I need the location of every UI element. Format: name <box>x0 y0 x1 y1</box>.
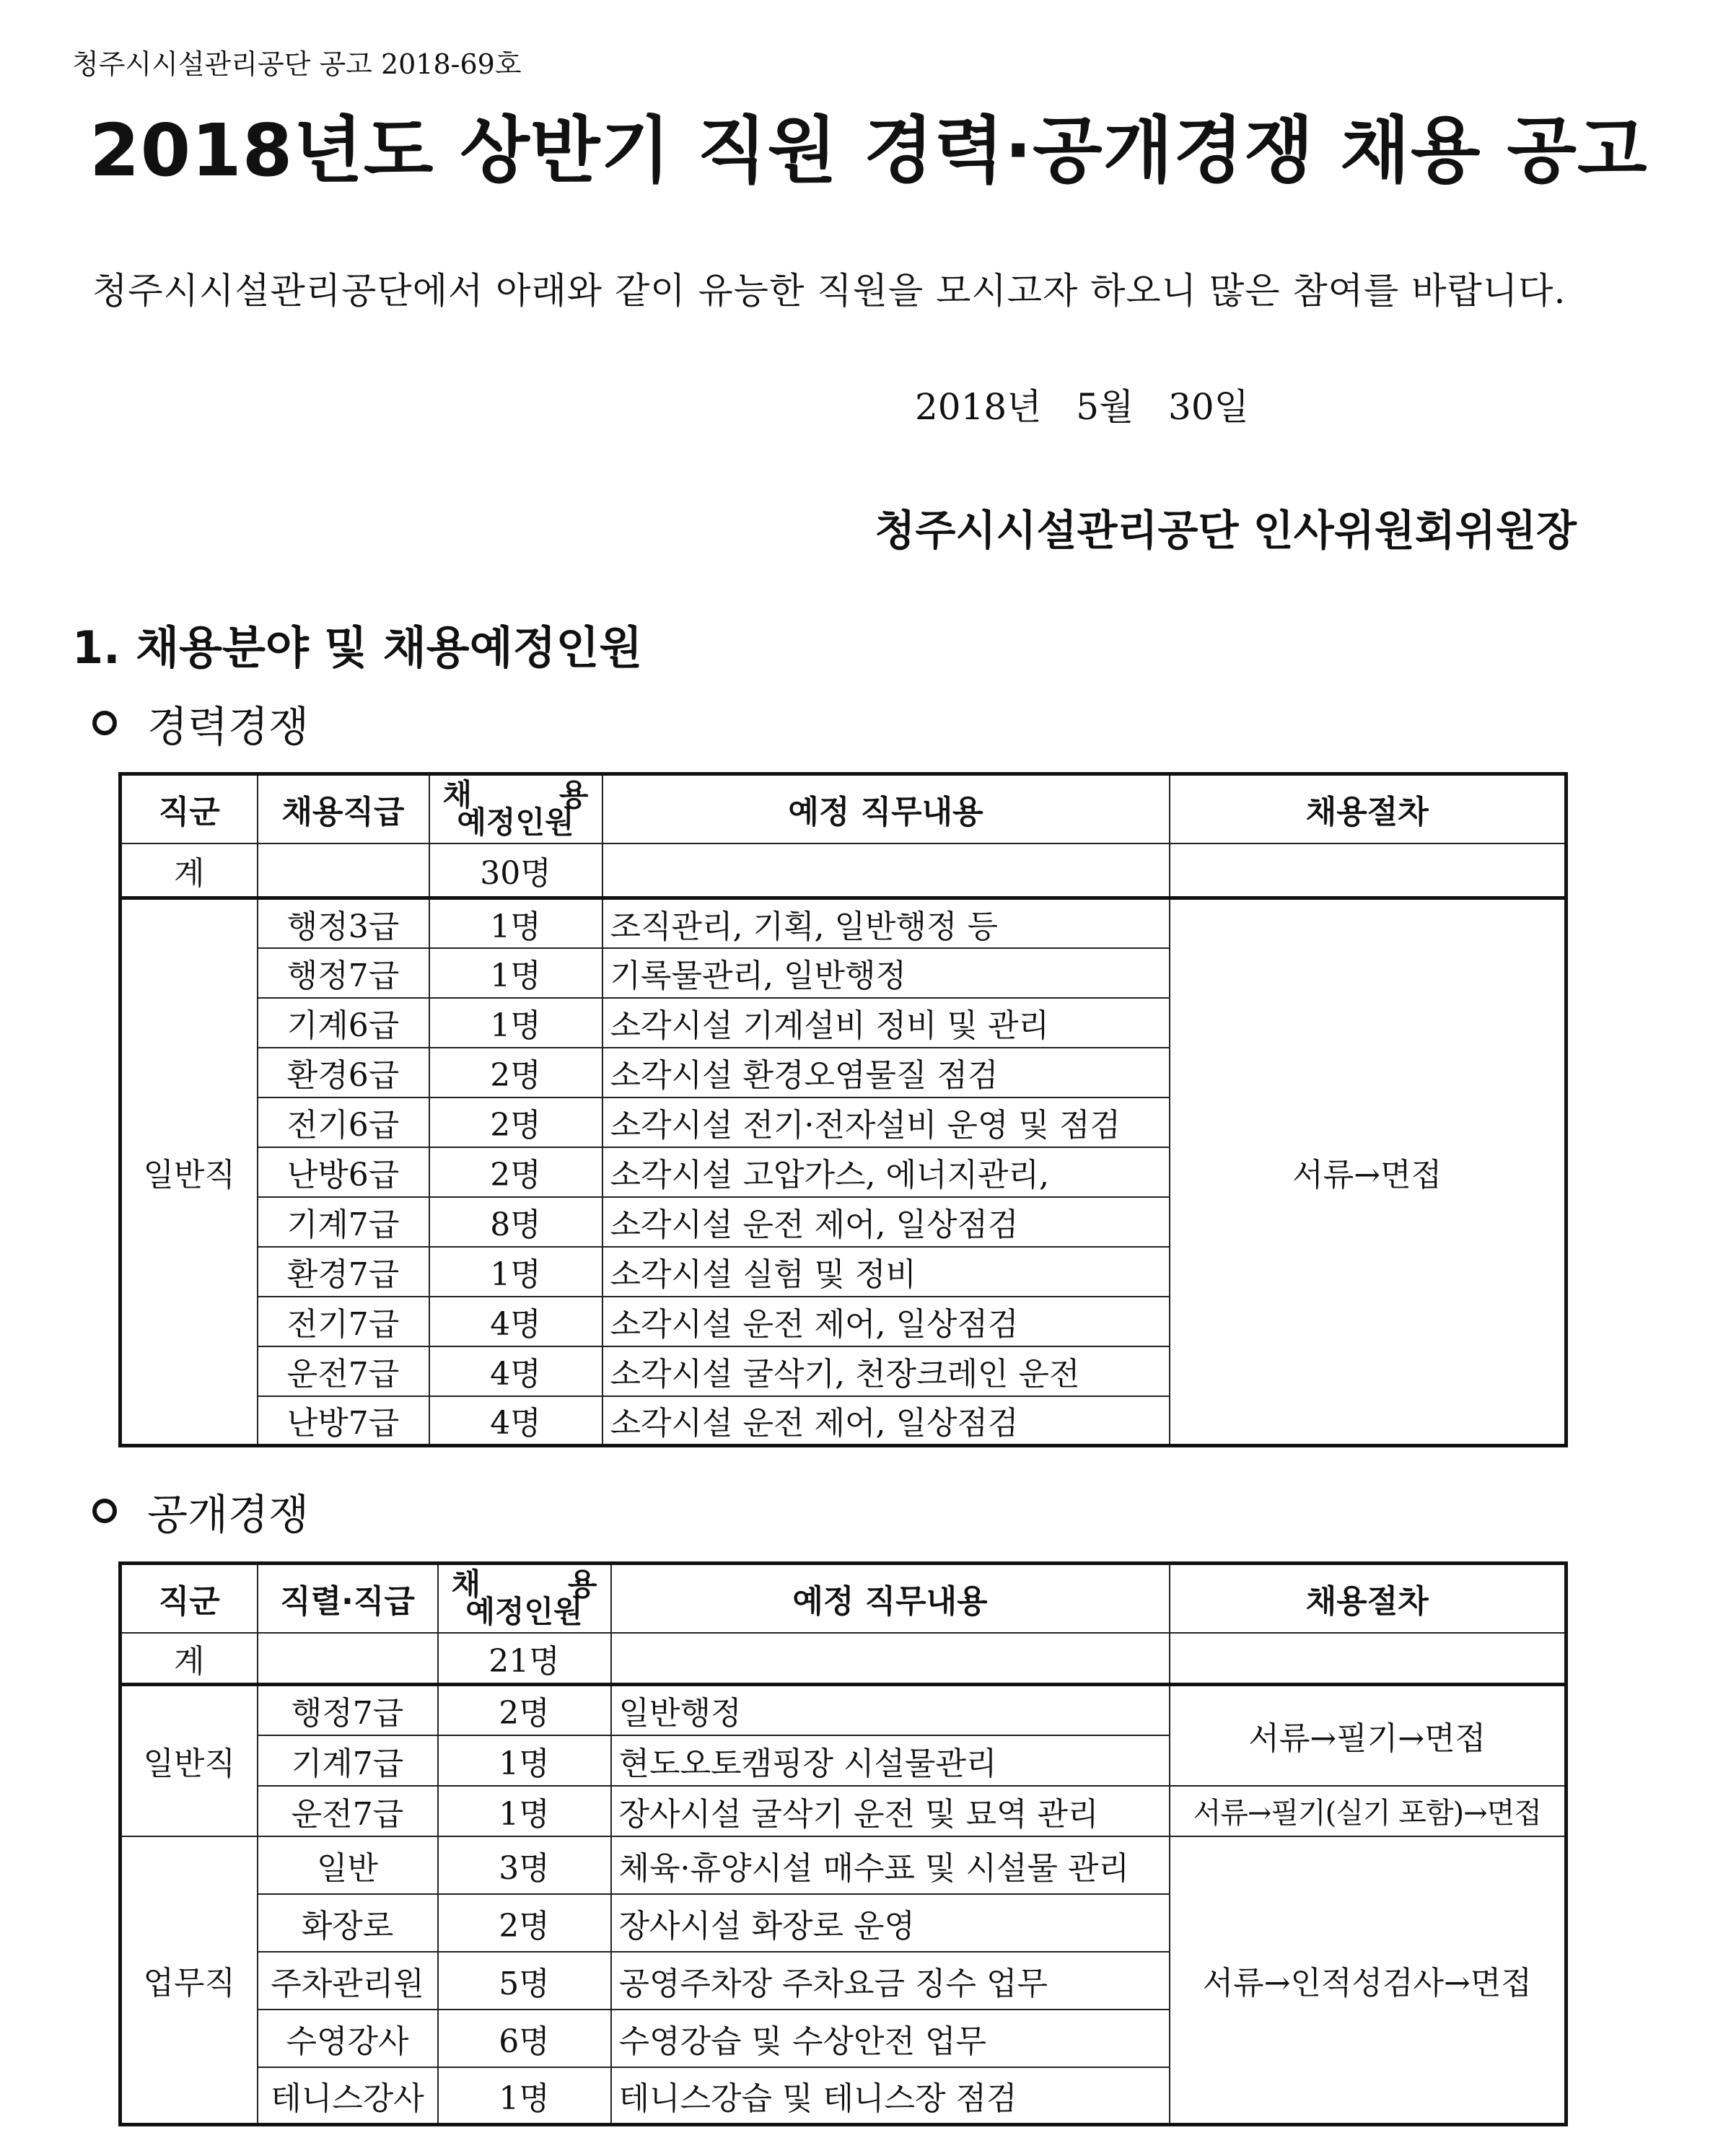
group-name: 일반직 <box>120 898 258 1446</box>
grade-cell: 화장로 <box>258 1894 438 1952</box>
section-heading: 1. 채용분야 및 채용예정인원 <box>72 621 643 674</box>
grade-cell: 기계7급 <box>258 1735 438 1786</box>
table-row <box>120 1836 1566 1894</box>
grade-cell: 일반 <box>258 1836 438 1894</box>
count-cell: 3명 <box>438 1836 611 1894</box>
header-duties: 예정 직무내용 <box>611 1564 1170 1633</box>
count-cell: 1명 <box>438 2067 611 2125</box>
career-recruitment-table <box>118 772 1568 1447</box>
count-cell: 2명 <box>429 1147 602 1197</box>
header-count-top-left: 채 <box>451 1566 481 1603</box>
header-count <box>438 1564 611 1633</box>
grade-cell: 환경7급 <box>258 1247 429 1297</box>
header-count <box>429 774 602 843</box>
total-grade-empty <box>258 843 429 898</box>
total-duties-empty <box>602 843 1170 898</box>
duties-cell: 수영강습 및 수상안전 업무 <box>611 2010 1170 2067</box>
count-cell: 1명 <box>429 1247 602 1297</box>
open-subheading-label: 공개경쟁 <box>147 1490 310 1539</box>
total-label: 계 <box>120 843 258 898</box>
document-title: 2018년도 상반기 직원 경력·공개경쟁 채용 공고 <box>89 108 1648 193</box>
grade-cell: 행정7급 <box>258 948 429 998</box>
duties-cell: 테니스강습 및 테니스장 점검 <box>611 2067 1170 2125</box>
procedure-cell: 서류→필기(실기 포함)→면접 <box>1170 1786 1566 1836</box>
count-cell: 1명 <box>429 898 602 948</box>
count-cell: 1명 <box>429 998 602 1048</box>
career-subheading <box>92 693 309 753</box>
total-row <box>120 843 1566 898</box>
table-row <box>120 1685 1566 1735</box>
header-duties: 예정 직무내용 <box>602 774 1170 843</box>
grade-cell: 난방7급 <box>258 1396 429 1446</box>
duties-cell: 소각시설 운전 제어, 일상점검 <box>602 1297 1170 1346</box>
duties-cell: 소각시설 굴삭기, 천장크레인 운전 <box>602 1346 1170 1396</box>
total-grade-empty <box>258 1633 438 1685</box>
duties-cell: 소각시설 기계설비 정비 및 관리 <box>602 998 1170 1048</box>
total-count: 21명 <box>438 1633 611 1685</box>
duties-cell: 공영주차장 주차요금 징수 업무 <box>611 1952 1170 2010</box>
count-cell: 2명 <box>438 1894 611 1952</box>
duties-cell: 장사시설 굴삭기 운전 및 묘역 관리 <box>611 1786 1170 1836</box>
grade-cell: 기계7급 <box>258 1197 429 1247</box>
duties-cell: 소각시설 고압가스, 에너지관리, <box>602 1147 1170 1197</box>
duties-cell: 소각시설 전기·전자설비 운영 및 점검 <box>602 1097 1170 1147</box>
grade-cell: 운전7급 <box>258 1346 429 1396</box>
circle-bullet-icon <box>92 711 117 735</box>
count-cell: 2명 <box>438 1685 611 1735</box>
header-grade: 직렬·직급 <box>258 1564 438 1633</box>
count-cell: 4명 <box>429 1346 602 1396</box>
open-subheading <box>92 1481 309 1541</box>
intro-paragraph: 청주시시설관리공단에서 아래와 같이 유능한 직원을 모시고자 하오니 많은 참여를 바랍니다. <box>92 270 1566 312</box>
count-cell: 4명 <box>429 1297 602 1346</box>
duties-cell: 기록물관리, 일반행정 <box>602 948 1170 998</box>
total-count: 30명 <box>429 843 602 898</box>
header-count-top-right: 용 <box>558 777 589 813</box>
grade-cell: 난방6급 <box>258 1147 429 1197</box>
header-count-bottom: 예정인원 <box>465 1594 583 1630</box>
table-header-row <box>120 1564 1566 1633</box>
grade-cell: 테니스강사 <box>258 2067 438 2125</box>
duties-cell: 체육·휴양시설 매수표 및 시설물 관리 <box>611 1836 1170 1894</box>
document-date: 2018년 5월 30일 <box>915 386 1249 428</box>
grade-cell: 행정7급 <box>258 1685 438 1735</box>
count-cell: 1명 <box>438 1786 611 1836</box>
header-count-top-left: 채 <box>442 777 473 813</box>
total-procedure-empty <box>1170 1633 1566 1685</box>
duties-cell: 소각시설 실험 및 정비 <box>602 1247 1170 1297</box>
count-cell: 1명 <box>438 1735 611 1786</box>
duties-cell: 장사시설 화장로 운영 <box>611 1894 1170 1952</box>
header-procedure: 채용절차 <box>1170 1564 1566 1633</box>
count-cell: 8명 <box>429 1197 602 1247</box>
issuer-name: 청주시시설관리공단 인사위원회위원장 <box>875 506 1577 555</box>
count-cell: 2명 <box>429 1097 602 1147</box>
grade-cell: 전기6급 <box>258 1097 429 1147</box>
count-cell: 1명 <box>429 948 602 998</box>
total-row <box>120 1633 1566 1685</box>
procedure-cell: 서류→인적성검사→면접 <box>1170 1836 1566 2125</box>
header-group: 직군 <box>120 774 258 843</box>
grade-cell: 행정3급 <box>258 898 429 948</box>
header-procedure: 채용절차 <box>1170 774 1566 843</box>
header-grade: 채용직급 <box>258 774 429 843</box>
grade-cell: 수영강사 <box>258 2010 438 2067</box>
header-count-top-right: 용 <box>567 1566 597 1603</box>
grade-cell: 환경6급 <box>258 1048 429 1097</box>
total-label: 계 <box>120 1633 258 1685</box>
count-cell: 6명 <box>438 2010 611 2067</box>
group-name: 일반직 <box>120 1685 258 1836</box>
grade-cell: 운전7급 <box>258 1786 438 1836</box>
duties-cell: 소각시설 운전 제어, 일상점검 <box>602 1396 1170 1446</box>
open-recruitment-table <box>118 1561 1568 2126</box>
circle-bullet-icon <box>92 1499 117 1523</box>
grade-cell: 전기7급 <box>258 1297 429 1346</box>
group-name: 업무직 <box>120 1836 258 2125</box>
header-count-bottom: 예정인원 <box>457 805 574 841</box>
procedure-cell: 서류→면접 <box>1170 898 1566 1446</box>
count-cell: 2명 <box>429 1048 602 1097</box>
duties-cell: 소각시설 환경오염물질 점검 <box>602 1048 1170 1097</box>
grade-cell: 주차관리원 <box>258 1952 438 2010</box>
notice-number: 청주시시설관리공단 공고 2018-69호 <box>72 48 522 80</box>
header-group: 직군 <box>120 1564 258 1633</box>
table-header-row <box>120 774 1566 843</box>
duties-cell: 현도오토캠핑장 시설물관리 <box>611 1735 1170 1786</box>
count-cell: 5명 <box>438 1952 611 2010</box>
duties-cell: 소각시설 운전 제어, 일상점검 <box>602 1197 1170 1247</box>
table-row <box>120 898 1566 948</box>
total-duties-empty <box>611 1633 1170 1685</box>
total-procedure-empty <box>1170 843 1566 898</box>
procedure-cell: 서류→필기→면접 <box>1170 1685 1566 1786</box>
table-row <box>120 1786 1566 1836</box>
count-cell: 4명 <box>429 1396 602 1446</box>
career-subheading-label: 경력경쟁 <box>147 702 310 751</box>
duties-cell: 일반행정 <box>611 1685 1170 1735</box>
grade-cell: 기계6급 <box>258 998 429 1048</box>
duties-cell: 조직관리, 기획, 일반행정 등 <box>602 898 1170 948</box>
